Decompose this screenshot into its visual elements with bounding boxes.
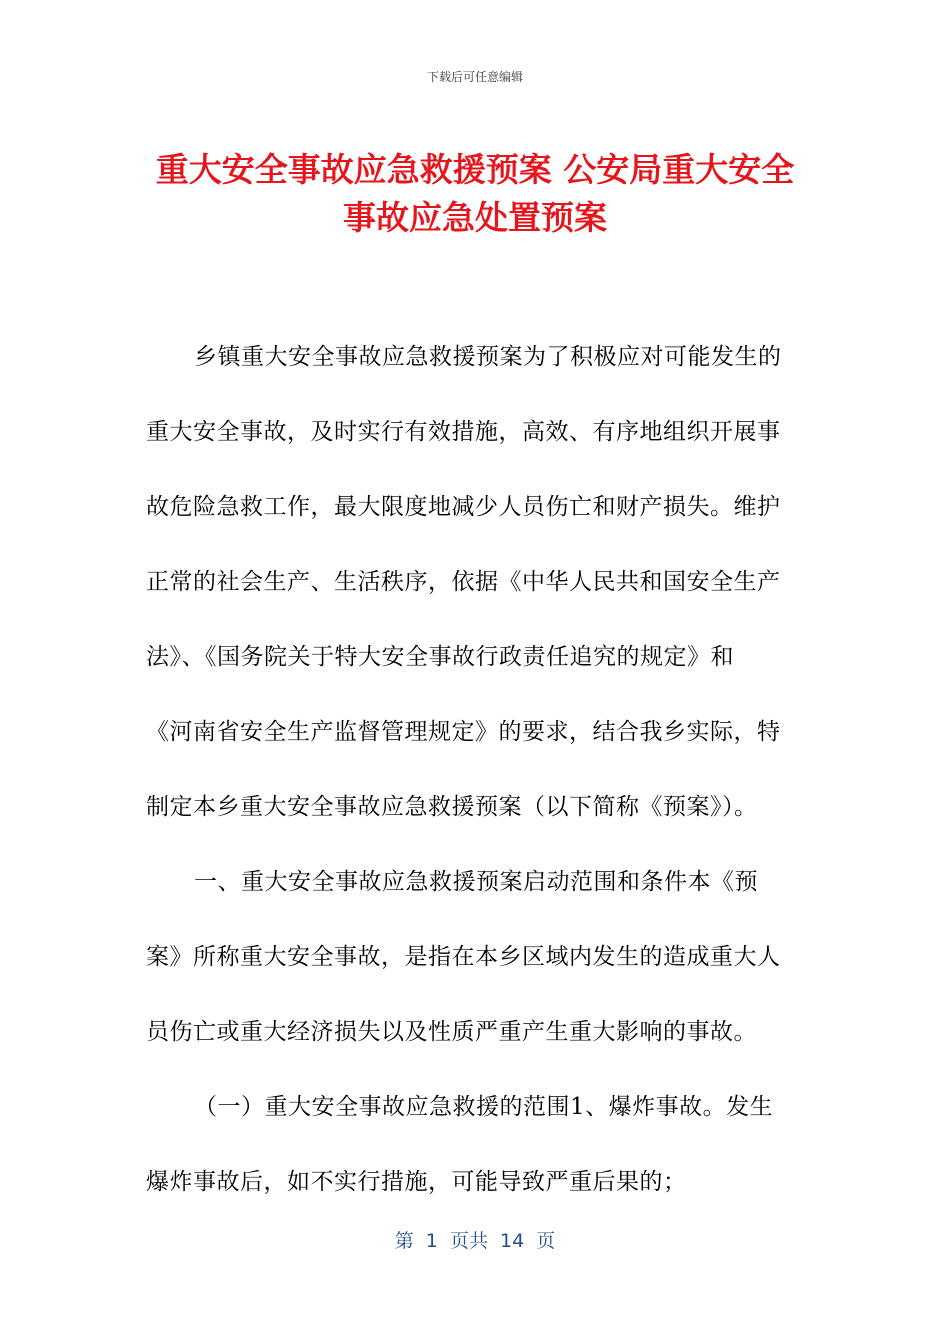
header-note: 下载后可任意编辑 xyxy=(426,70,523,84)
paragraph-1-line-2: 重大安全事故，及时实行有效措施，高效、有序地组织开展事 xyxy=(146,419,781,445)
page-number-footer: 第 1 页共 14 页 xyxy=(394,1230,556,1252)
paragraph-2-line-2: 案》所称重大安全事故，是指在本乡区域内发生的造成重大人 xyxy=(146,944,781,970)
paragraph-1-line-4: 正常的社会生产、生活秩序，依据《中华人民共和国安全生产 xyxy=(146,569,781,595)
paragraph-1-line-5: 法》、《国务院关于特大安全事故行政责任追究的规定》和 xyxy=(146,644,734,670)
document-body xyxy=(146,320,806,1220)
paragraph-1-line-7: 制定本乡重大安全事故应急救援预案（以下简称《预案》）。 xyxy=(146,794,758,820)
paragraph-1-line-1: 乡镇重大安全事故应急救援预案为了积极应对可能发生的 xyxy=(194,344,782,370)
paragraph-2-line-3: 员伤亡或重大经济损失以及性质严重产生重大影响的事故。 xyxy=(146,1019,757,1045)
document-title-line-2: 事故应急处置预案 xyxy=(343,198,607,237)
paragraph-1-line-3: 故危险急救工作，最大限度地减少人员伤亡和财产损失。维护 xyxy=(146,494,781,520)
paragraph-3-line-2: 爆炸事故后，如不实行措施，可能导致严重后果的； xyxy=(146,1169,687,1195)
paragraph-3-line-1: （一）重大安全事故应急救援的范围1、爆炸事故。发生 xyxy=(194,1094,774,1120)
document-title xyxy=(120,146,830,242)
paragraph-1-line-6: 《河南省安全生产监督管理规定》的要求，结合我乡实际，特 xyxy=(146,719,781,745)
document-title-line-1: 重大安全事故应急救援预案 公安局重大安全 xyxy=(155,150,795,189)
paragraph-2-line-1: 一、重大安全事故应急救援预案启动范围和条件本《预 xyxy=(194,869,758,895)
